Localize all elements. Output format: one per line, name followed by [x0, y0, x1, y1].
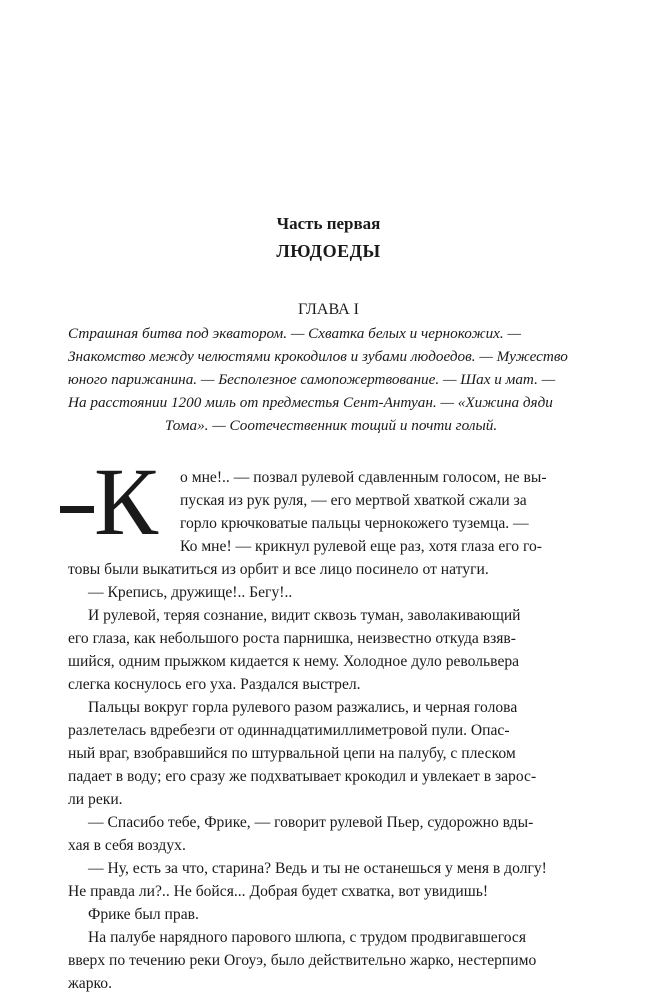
- text-line: Фрике был прав.: [88, 906, 199, 923]
- part-label: Часть первая: [276, 214, 381, 233]
- chapter-title: ГЛАВА I: [298, 301, 359, 318]
- text-line: вверх по течению реки Огоуэ, было действительно жарко, нестерпимо: [68, 952, 537, 969]
- text-line: ный враг, взобравшийся по штурвальной цепи на палубу, с плеском: [68, 745, 516, 762]
- drop-cap-dash: [60, 506, 94, 513]
- drop-cap-paragraph: [180, 466, 600, 558]
- text-line: Пальцы вокруг горла рулевого разом разжались, и черная голова: [88, 699, 518, 716]
- body-text: [68, 558, 598, 995]
- text-line: разлетелась вдребезги от одиннадцатимиллиметровой пули. Опас-: [68, 722, 510, 739]
- text-line: жарко.: [68, 975, 112, 992]
- text-line: — Ну, есть за что, старина? Ведь и ты не останешься у меня в долгу!: [88, 860, 547, 877]
- drop-cap: [58, 448, 178, 555]
- synopsis-line: юного парижанина. — Бесполезное самопожертвование. — Шах и мат. —: [68, 371, 556, 388]
- chapter-synopsis: [68, 323, 594, 438]
- text-line: На палубе нарядного парового шлюпа, с трудом продвигавшегося: [88, 929, 526, 946]
- synopsis-line: Страшная битва под экватором. — Схватка белых и чернокожих. —: [68, 325, 522, 342]
- synopsis-line: На расстоянии 1200 миль от предместья Сент-Антуан. — «Хижина дяди: [68, 394, 553, 411]
- text-line: его глаза, как небольшого роста парнишка, неизвестно откуда взяв-: [68, 630, 516, 647]
- text-line: Ко мне! — крикнул рулевой еще раз, хотя глаза его го-: [180, 538, 542, 555]
- text-line: И рулевой, теряя сознание, видит сквозь туман, заволакивающий: [88, 607, 521, 624]
- text-line: ли реки.: [68, 791, 123, 808]
- text-line: Не правда ли?.. Не бойся... Добрая будет схватка, вот увидишь!: [68, 883, 489, 900]
- text-line: пуская из рук руля, — его мертвой хваткой сжали за: [180, 492, 527, 509]
- text-line: о мне!.. — позвал рулевой сдавленным голосом, не вы-: [180, 469, 547, 486]
- text-line: хая в себя воздух.: [68, 837, 186, 854]
- synopsis-line: Знакомство между челюстями крокодилов и зубами людоедов. — Мужество: [68, 348, 568, 365]
- drop-cap-letter: К: [94, 448, 159, 555]
- text-line: горло крючковатые пальцы чернокожего туземца. —: [180, 515, 529, 532]
- part-title: ЛЮДОЕДЫ: [276, 241, 381, 261]
- text-line: — Крепись, дружище!.. Бегу!..: [88, 584, 293, 601]
- text-line: падает в воду; его сразу же подхватывает крокодил и увлекает в зарос-: [68, 768, 537, 785]
- text-line: товы были выкатиться из орбит и все лицо посинело от натуги.: [68, 561, 489, 578]
- text-line: слегка коснулось его уха. Раздался выстрел.: [68, 676, 361, 693]
- text-line: — Спасибо тебе, Фрике, — говорит рулевой Пьер, судорожно вды-: [88, 814, 534, 831]
- synopsis-line: Тома». — Соотечественник тощий и почти голый.: [164, 417, 498, 434]
- text-line: шийся, одним прыжком кидается к нему. Холодное дуло револьвера: [68, 653, 520, 670]
